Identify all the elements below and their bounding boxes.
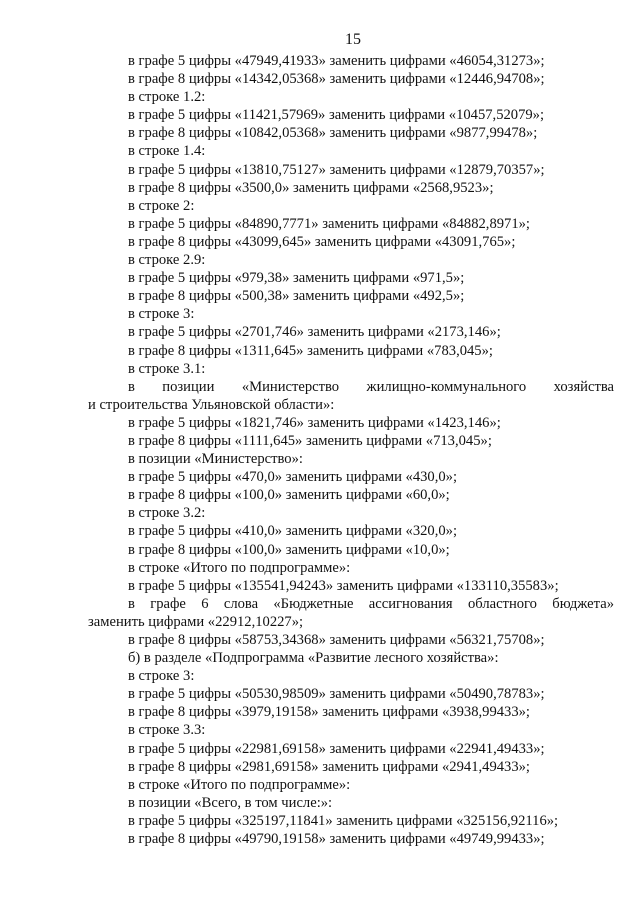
text-line: в строке «Итого по подпрограмме»: bbox=[128, 776, 351, 793]
text-line: в графе 5 цифры «1821,746» заменить цифрами «1423,146»; bbox=[128, 414, 501, 431]
document-body bbox=[88, 52, 614, 848]
text-line: в графе 5 цифры «325197,11841» заменить цифрами «325156,92116»; bbox=[128, 812, 559, 829]
text-line: в графе 8 цифры «58753,34368» заменить цифрами «56321,75708»; bbox=[128, 632, 545, 648]
text-line: в графе 5 цифры «22981,69158» заменить цифрами «22941,49433»; bbox=[128, 740, 545, 757]
text-line: в графе 8 цифры «49790,19158» заменить цифрами «49749,99433»; bbox=[128, 831, 545, 848]
text-line: в графе 8 цифры «10842,05368» заменить цифрами «9877,99478»; bbox=[128, 125, 538, 142]
text-line: в позиции «Министерство»: bbox=[128, 451, 303, 468]
text-line: в строке 2.9: bbox=[128, 252, 206, 269]
text-line: в графе 5 цифры «11421,57969» заменить цифрами «10457,52079»; bbox=[128, 107, 545, 124]
text-line: в графе 5 цифры «13810,75127» заменить цифрами «12879,70357»; bbox=[128, 161, 545, 178]
text-line: в строке «Итого по подпрограмме»: bbox=[128, 559, 351, 576]
text-line: в строке 3.1: bbox=[128, 360, 206, 377]
text-line: в графе 8 цифры «1111,645» заменить цифрами «713,045»; bbox=[128, 432, 492, 449]
text-line: в графе 8 цифры «3500,0» заменить цифрами «2568,9523»; bbox=[128, 179, 494, 196]
text-line: в графе 5 цифры «470,0» заменить цифрами «430,0»; bbox=[128, 469, 458, 486]
text-line: в графе 8 цифры «14342,05368» заменить цифрами «12446,94708»; bbox=[128, 71, 545, 88]
text-line: в графе 8 цифры «500,38» заменить цифрами «492,5»; bbox=[128, 288, 465, 305]
text-line: в позиции «Всего, в том числе:»: bbox=[128, 794, 333, 811]
text-line: в графе 5 цифры «135541,94243» заменить цифрами «133110,35583»; bbox=[128, 577, 559, 594]
text-line: в графе 5 цифры «979,38» заменить цифрами «971,5»; bbox=[128, 270, 465, 287]
text-line: в строке 3: bbox=[128, 306, 195, 323]
text-line: в графе 8 цифры «2981,69158» заменить цифрами «2941,49433»; bbox=[128, 758, 530, 775]
text-line: в строке 3: bbox=[128, 668, 195, 685]
text-line: в строке 1.4: bbox=[128, 143, 206, 160]
page-number: 15 bbox=[345, 31, 361, 48]
text-line: в строке 3.2: bbox=[128, 505, 206, 522]
text-line: в строке 2: bbox=[128, 197, 195, 214]
text-line-justified: в графе 6 слова «Бюджетные ассигнования областного бюджета» bbox=[128, 595, 614, 612]
text-line: в графе 5 цифры «47949,41933» заменить цифрами «46054,31273»; bbox=[128, 53, 545, 69]
text-line: в графе 5 цифры «2701,746» заменить цифрами «2173,146»; bbox=[128, 324, 501, 341]
text-line: в графе 5 цифры «50530,98509» заменить цифрами «50490,78783»; bbox=[128, 686, 545, 703]
text-line: в графе 8 цифры «3979,19158» заменить цифрами «3938,99433»; bbox=[128, 704, 530, 721]
text-line: б) в разделе «Подпрограмма «Развитие лесного хозяйства»: bbox=[128, 650, 499, 667]
text-line: в графе 5 цифры «410,0» заменить цифрами «320,0»; bbox=[128, 523, 458, 540]
text-line-continuation: и строительства Ульяновской области»: bbox=[88, 396, 335, 413]
text-line: в графе 8 цифры «100,0» заменить цифрами «10,0»; bbox=[128, 541, 450, 558]
text-line: в графе 5 цифры «84890,7771» заменить цифрами «84882,8971»; bbox=[128, 215, 530, 232]
text-line: в графе 8 цифры «1311,645» заменить цифрами «783,045»; bbox=[128, 342, 493, 359]
text-line: в строке 3.3: bbox=[128, 722, 206, 739]
text-line: в графе 8 цифры «43099,645» заменить цифрами «43091,765»; bbox=[128, 233, 516, 250]
text-line-justified: в позиции «Министерство жилищно-коммунального хозяйства bbox=[128, 378, 614, 395]
text-line: в строке 1.2: bbox=[128, 89, 206, 106]
text-line-continuation: заменить цифрами «22912,10227»; bbox=[88, 613, 304, 630]
text-line: в графе 8 цифры «100,0» заменить цифрами «60,0»; bbox=[128, 487, 450, 504]
